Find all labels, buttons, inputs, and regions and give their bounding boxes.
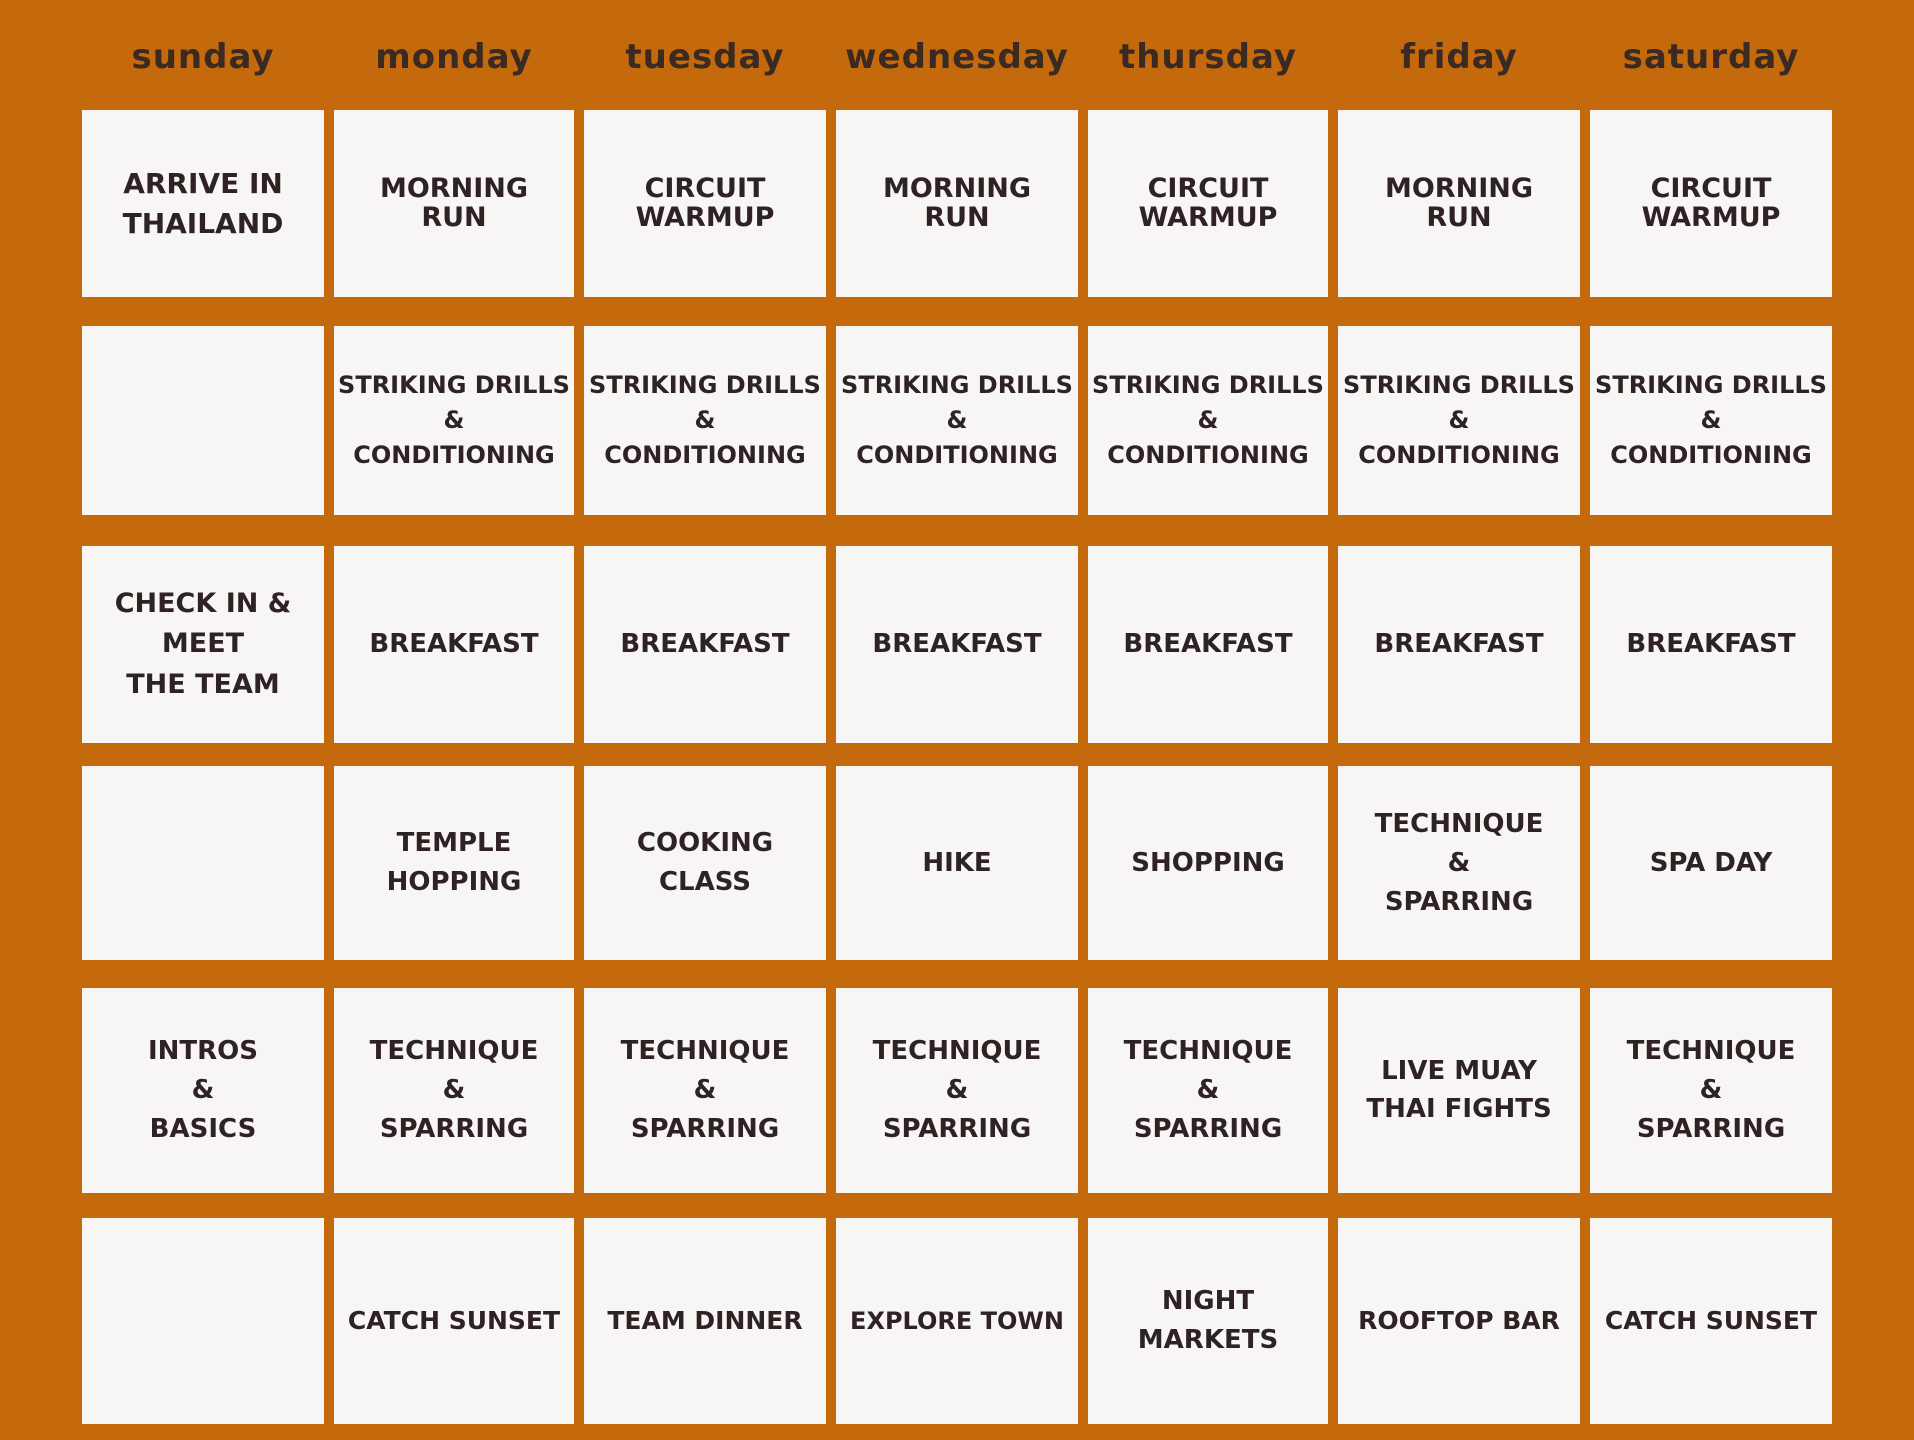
schedule-cell-wednesday-row2: STRIKING DRILLS & CONDITIONING <box>836 326 1078 515</box>
schedule-cell-thursday-row6: NIGHT MARKETS <box>1088 1218 1328 1424</box>
day-header-sunday: sunday <box>131 37 275 77</box>
schedule-cell-monday-row1: MORNING RUN <box>334 110 574 297</box>
schedule-cell-sunday-row1: ARRIVE IN THAILAND <box>82 110 324 297</box>
schedule-cell-tuesday-row6: TEAM DINNER <box>584 1218 826 1424</box>
day-header-wednesday: wednesday <box>845 37 1069 77</box>
schedule-cell-thursday-row5: TECHNIQUE & SPARRING <box>1088 988 1328 1193</box>
schedule-cell-wednesday-row5: TECHNIQUE & SPARRING <box>836 988 1078 1193</box>
schedule-cell-tuesday-row3: BREAKFAST <box>584 546 826 743</box>
schedule-cell-sunday-row5: INTROS & BASICS <box>82 988 324 1193</box>
schedule-cell-friday-row4: TECHNIQUE & SPARRING <box>1338 766 1580 960</box>
schedule-cell-thursday-row1: CIRCUIT WARMUP <box>1088 110 1328 297</box>
schedule-cell-thursday-row2: STRIKING DRILLS & CONDITIONING <box>1088 326 1328 515</box>
schedule-cell-saturday-row4: SPA DAY <box>1590 766 1832 960</box>
schedule-cell-thursday-row3: BREAKFAST <box>1088 546 1328 743</box>
schedule-cell-monday-row6: CATCH SUNSET <box>334 1218 574 1424</box>
schedule-cell-tuesday-row2: STRIKING DRILLS & CONDITIONING <box>584 326 826 515</box>
schedule-cell-tuesday-row4: COOKING CLASS <box>584 766 826 960</box>
schedule-cell-wednesday-row1: MORNING RUN <box>836 110 1078 297</box>
day-header-monday: monday <box>375 37 533 77</box>
schedule-cell-sunday-row6 <box>82 1218 324 1424</box>
schedule-cell-friday-row3: BREAKFAST <box>1338 546 1580 743</box>
schedule-cell-tuesday-row5: TECHNIQUE & SPARRING <box>584 988 826 1193</box>
day-header-thursday: thursday <box>1118 37 1298 77</box>
schedule-cell-thursday-row4: SHOPPING <box>1088 766 1328 960</box>
schedule-cell-saturday-row2: STRIKING DRILLS & CONDITIONING <box>1590 326 1832 515</box>
schedule-cell-wednesday-row4: HIKE <box>836 766 1078 960</box>
schedule-cell-saturday-row3: BREAKFAST <box>1590 546 1832 743</box>
schedule-cell-friday-row6: ROOFTOP BAR <box>1338 1218 1580 1424</box>
day-header-saturday: saturday <box>1622 37 1800 77</box>
schedule-cell-monday-row5: TECHNIQUE & SPARRING <box>334 988 574 1193</box>
schedule-cell-friday-row2: STRIKING DRILLS & CONDITIONING <box>1338 326 1580 515</box>
schedule-cell-wednesday-row3: BREAKFAST <box>836 546 1078 743</box>
schedule-cell-friday-row5: LIVE MUAY THAI FIGHTS <box>1338 988 1580 1193</box>
schedule-cell-monday-row2: STRIKING DRILLS & CONDITIONING <box>334 326 574 515</box>
schedule-cell-tuesday-row1: CIRCUIT WARMUP <box>584 110 826 297</box>
day-header-friday: friday <box>1400 37 1518 77</box>
schedule-cell-sunday-row2 <box>82 326 324 515</box>
schedule-cell-saturday-row1: CIRCUIT WARMUP <box>1590 110 1832 297</box>
day-header-tuesday: tuesday <box>625 37 785 77</box>
schedule-cell-saturday-row6: CATCH SUNSET <box>1590 1218 1832 1424</box>
schedule-cell-monday-row4: TEMPLE HOPPING <box>334 766 574 960</box>
schedule-cell-sunday-row4 <box>82 766 324 960</box>
schedule-cell-wednesday-row6: EXPLORE TOWN <box>836 1218 1078 1424</box>
schedule-cell-sunday-row3: CHECK IN & MEET THE TEAM <box>82 546 324 743</box>
schedule-cell-monday-row3: BREAKFAST <box>334 546 574 743</box>
schedule-cell-saturday-row5: TECHNIQUE & SPARRING <box>1590 988 1832 1193</box>
schedule-cell-friday-row1: MORNING RUN <box>1338 110 1580 297</box>
